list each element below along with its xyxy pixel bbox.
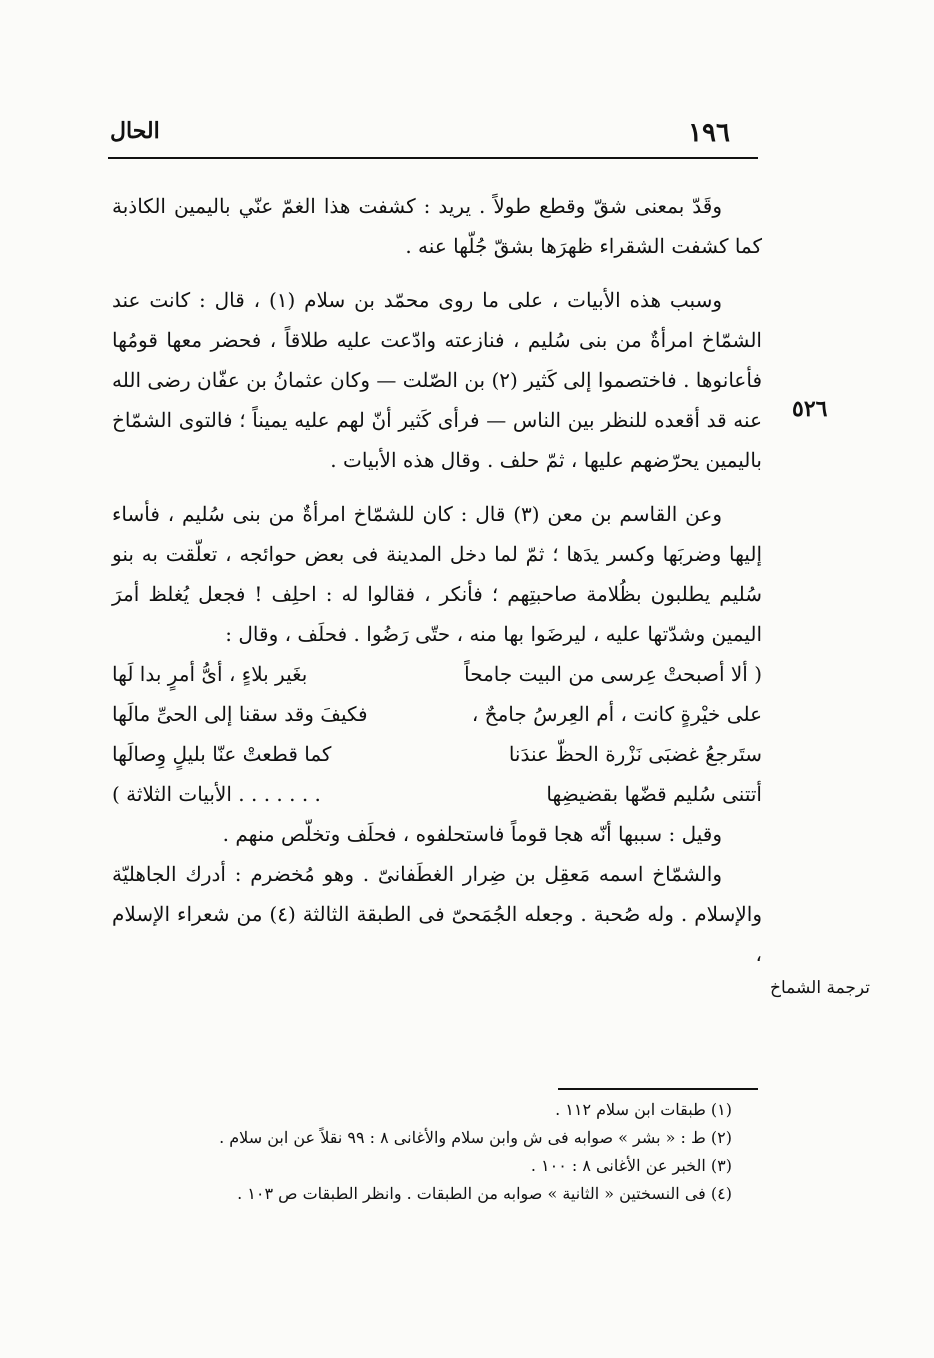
header-rule [108,157,758,159]
verse-first-hemistich: أتتنى سُليم قضّها بقضيضِها [546,782,762,806]
footnote-2: (٢) ط : « بشر » صوابه فى ش وابن سلام والأغانى ٨ : ٩٩ نقلاً عن ابن سلام . [219,1128,732,1147]
verse-second-hemistich: فكيفَ وقد سقنا إلى الحىِّ مالَها [112,702,368,726]
paragraph-3: وعن القاسم بن معن (٣) قال : كان للشمّاخ امرأةٌ من بنى سُليم ، فأساء إليها وضربَها وكسر يدَها ؛ ثمّ لما دخل المدينة فى بعض حوائجه ، تعلّقت به بنو سُليم يطلبون بظُلامة صاحبتِهم ؛ فأنكر ، فقالوا له : احلِف ! فجعل يُغلظ أمرَ اليمين وشدّتها عليه ، ليرضَوا بها منه ، حتّى رَضُوا . فحلَف ، وقال : [112,502,762,646]
running-title: الحال [110,118,160,144]
footnotes [112,1096,762,1208]
verse-first-hemistich: ستَرجعُ غضبَى نَزْرة الحظّ عندَنا [508,742,762,766]
verse [112,694,762,734]
page-number: ١٩٦ [688,118,730,148]
main-text [112,186,762,974]
verse-second-hemistich: بغَير بلاءٍ ، أىُّ أمرٍ بدا لَها [112,662,308,686]
verse [112,734,762,774]
margin-poem-number: ٥٢٦ [792,396,828,422]
paragraph-5: والشمّاخ اسمه مَعقِل بن ضِرار الغطَفانىّ . وهو مُخضرم : أدرك الجاهليّة والإسلام . وله صُحبة . وجعله الجُمَحىّ فى الطبقة الثالثة (٤) من شعراء الإسلام ، [112,862,762,966]
footnote-4: (٤) فى النسختين « الثانية » صوابه من الطبقات . وانظر الطبقات ص ١٠٣ . [237,1184,732,1203]
margin-section-note: ترجمة الشماخ [770,978,871,998]
verse-first-hemistich: ( ألا أصبحتْ عِرسى من البيت جامحاً [464,662,762,686]
footnote-1: (١) طبقات ابن سلام ١١٢ . [555,1100,732,1119]
paragraph-4: وقيل : سببها أنّه هجا قوماً فاستحلفوه ، فحلَف وتخلّص منهم . [222,822,722,846]
footnote-3: (٣) الخبر عن الأغانى ٨ : ١٠٠ . [530,1156,732,1175]
verse [112,654,762,694]
verse-second-hemistich: . . . . . . . الأبيات الثلاثة ) [112,782,321,806]
verse-first-hemistich: على خيْرةٍ كانت ، أم العِرسُ جامحٌ ، [471,702,762,726]
paragraph-1: وقَدّ بمعنى شقّ وقطع طولاً . يريد : كشفت هذا الغمّ عنّي باليمين الكاذبة كما كشفت الشقراء ظهرَها بشقّ جُلّها عنه . [112,194,762,258]
poem [112,654,762,814]
footnote-rule [558,1088,758,1090]
verse [112,774,762,814]
verse-second-hemistich: كما قطعتْ عنّا بليلٍ وِصالَها [112,742,332,766]
paragraph-2: وسبب هذه الأبيات ، على ما روى محمّد بن سلام (١) ، قال : كانت عند الشمّاخ امرأةٌ من بنى سُليم ، فنازعته وادّعت عليه طلاقاً ، فحضر معها قومُها فأعانوها . فاختصموا إلى كَثير (٢) بن الصّلت — وكان عثمانُ بن عفّان رضى الله عنه قد أقعده للنظر بين الناس — فرأى كَثير أنّ لهم عليه يميناً ؛ فالتوى الشمّاخ باليمين يحرّضهم عليها ، ثمّ حلف . وقال هذه الأبيات . [112,288,762,472]
